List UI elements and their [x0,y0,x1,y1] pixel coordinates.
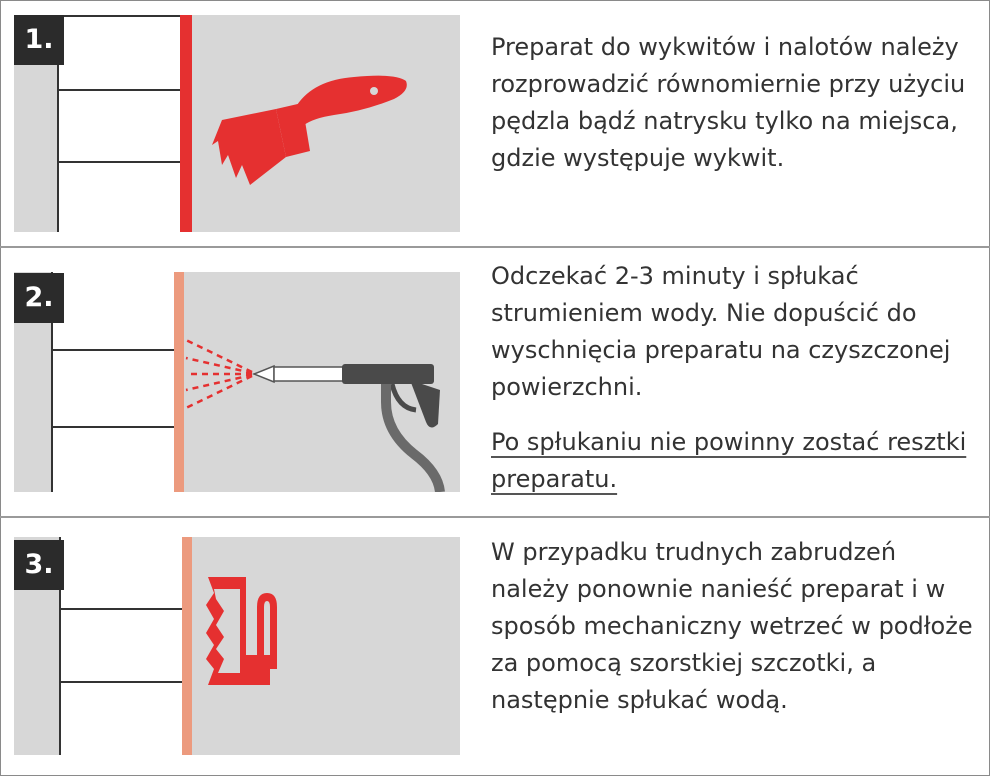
paintbrush-icon [212,76,407,185]
wall-tiles [60,537,188,755]
step-2-description: Odczekać 2-3 minuty i spłukać strumieniem wody. Nie dopuścić do wyschnięcia preparatu na czyszczonej powierzchni. [491,262,951,401]
step-3-text [491,534,976,719]
step-3-illustration [14,537,460,755]
water-spray [186,340,252,408]
wall-edge-treated [180,15,192,232]
step-3-description: W przypadku trudnych zabrudzeń należy ponownie nanieść preparat i w sposób mechaniczny wetrzeć w podłoże za pomocą szorstkiej szczotki, a następnie spłukać wodą. [491,538,973,714]
step-1-illustration [14,15,460,232]
step-1-description: Preparat do wykwitów i nalotów należy rozprowadzić równomiernie przy użyciu pędzla bądź natrysku tylko na miejsca, gdzie występuje wykwit. [491,33,966,172]
step-number-badge: 1. [14,15,64,65]
step-divider [0,516,990,518]
step-number-badge: 2. [14,273,64,323]
step-divider [0,246,990,248]
pressure-washer-icon [254,364,440,492]
wall-edge-wet [174,272,184,492]
step-2-note: Po spłukaniu nie powinny zostać resztki preparatu. [491,428,967,493]
wall-tiles [52,272,180,492]
step-number-badge: 3. [14,540,64,590]
step-1-text [491,29,976,177]
wall-edge-wet [182,537,192,755]
step-2-text [491,258,976,498]
wall-tiles [58,15,188,232]
step-2-illustration [14,272,460,492]
scrub-brush-icon [206,577,277,685]
